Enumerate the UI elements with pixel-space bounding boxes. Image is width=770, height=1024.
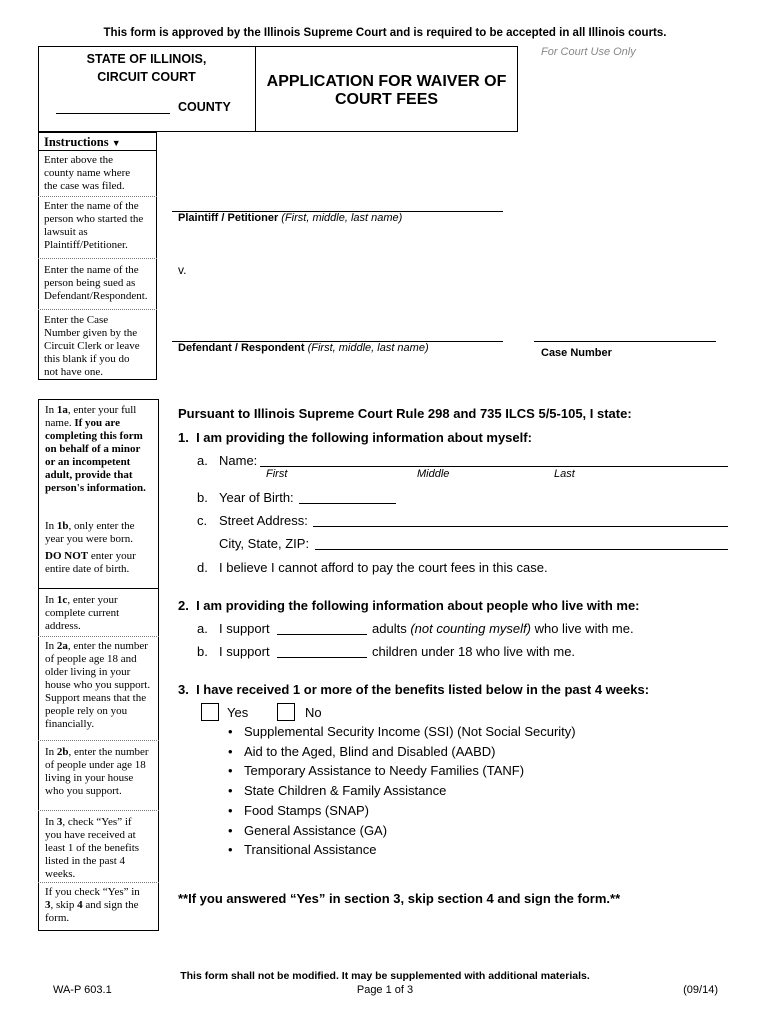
- text-run: If you are: [74, 417, 120, 429]
- instruction-line: If you check “Yes” in: [45, 886, 140, 898]
- instruction-line: listed in the past 4: [45, 855, 126, 867]
- text-run: In: [45, 520, 57, 532]
- instruction-county: [44, 154, 130, 193]
- instruction-line: person being sued as: [44, 277, 136, 289]
- text-run: 3: [56, 816, 63, 828]
- instruction-3-check: [45, 816, 139, 881]
- instruction-line: Enter above the: [44, 154, 114, 166]
- item-2a-label: a.: [197, 621, 208, 636]
- instruction-line: living in your house: [45, 772, 134, 784]
- benefit-item: • Food Stamps (SNAP): [228, 801, 576, 821]
- instruction-line: year you were born.: [45, 533, 133, 545]
- case-number-input-line[interactable]: [534, 341, 716, 342]
- text-run: 1b: [56, 520, 69, 532]
- text-run: 2a: [56, 640, 68, 652]
- modification-notice: This form shall not be modified. It may be supplemented with additional materials.: [180, 970, 590, 982]
- instruction-line: of people age 18 and: [45, 653, 137, 665]
- instruction-line: adult, provide that: [45, 469, 133, 481]
- instruction-line: Circuit Clerk or leave: [44, 340, 140, 352]
- last-name-hint: Last: [554, 468, 575, 480]
- instruction-line: least 1 of the benefits: [45, 842, 140, 854]
- instruction-1a: [45, 404, 146, 495]
- text-run: In: [45, 404, 57, 416]
- instructions-heading-text: Instructions: [44, 135, 109, 149]
- caret-down-icon: ▼: [111, 138, 121, 148]
- instruction-line: person's information.: [45, 482, 146, 494]
- defendant-label: [178, 342, 429, 354]
- text-run: 2b: [56, 746, 69, 758]
- instruction-line: Defendant/Respondent.: [44, 290, 148, 302]
- instructions-heading: [44, 135, 121, 150]
- yes-label: Yes: [227, 705, 249, 720]
- instruction-line: people rely on you: [45, 705, 128, 717]
- adults-description: [372, 621, 634, 636]
- instruction-2a: [45, 640, 150, 731]
- street-address-label: Street Address:: [219, 513, 308, 528]
- text-run: (not counting myself): [410, 621, 531, 636]
- benefit-item: • Transitional Assistance: [228, 840, 576, 860]
- item-1d-label: d.: [197, 560, 208, 575]
- circuit-court-label: CIRCUIT COURT: [97, 70, 196, 84]
- item-1c-label: c.: [197, 513, 208, 528]
- benefit-item: • Aid to the Aged, Blind and Disabled (AABD): [228, 742, 576, 762]
- instruction-separator: [38, 309, 157, 310]
- benefit-item: • Supplemental Security Income (SSI) (Not Social Security): [228, 722, 576, 742]
- instruction-line: older living in your: [45, 666, 131, 678]
- text-run: and sign the: [82, 899, 139, 911]
- instruction-line: who you support.: [45, 785, 122, 797]
- text-run: name.: [45, 417, 75, 429]
- state-label: STATE OF ILLINOIS,: [86, 52, 207, 66]
- instructions-heading-rule: [38, 150, 157, 151]
- form-id: WA-P 603.1: [53, 984, 112, 996]
- year-of-birth-label: Year of Birth:: [219, 490, 294, 505]
- page-number: Page 1 of 3: [356, 984, 414, 996]
- instruction-line: [45, 899, 140, 912]
- instruction-line: Enter the Case: [44, 314, 109, 326]
- instruction-line: address.: [45, 620, 81, 632]
- instruction-line: form.: [45, 912, 70, 924]
- text-run: , check “Yes” if: [62, 816, 132, 828]
- county-input-line[interactable]: [56, 113, 170, 114]
- approval-notice: This form is approved by the Illinois Supreme Court and is required to be accepted in all Illinois courts.: [103, 27, 667, 39]
- instruction-1b: [45, 520, 136, 576]
- first-name-hint: First: [266, 468, 288, 480]
- instruction-line: this blank if you do: [44, 353, 130, 365]
- instruction-line: Enter the name of the: [44, 264, 139, 276]
- instruction-3-skip: [45, 886, 140, 925]
- benefits-list: [228, 722, 576, 860]
- cannot-afford-statement: I believe I cannot afford to pay the court fees in this case.: [219, 560, 548, 575]
- intro-statement: Pursuant to Illinois Supreme Court Rule 298 and 735 ILCS 5/5-105, I state:: [178, 406, 632, 421]
- text-run: In: [45, 816, 57, 828]
- text-run: , skip: [50, 899, 78, 911]
- versus-label: v.: [178, 263, 187, 277]
- instruction-2b: [45, 746, 149, 798]
- instruction-line: lawsuit as: [44, 226, 88, 238]
- instruction-separator: [38, 636, 159, 637]
- instruction-line: [45, 520, 136, 533]
- instruction-line: entire date of birth.: [45, 563, 130, 575]
- instruction-line: [45, 550, 136, 563]
- yes-checkbox[interactable]: [201, 703, 219, 721]
- county-label: COUNTY: [178, 100, 231, 114]
- text-run: DO NOT: [45, 550, 89, 562]
- instruction-line: Enter the name of the: [44, 200, 139, 212]
- instruction-line: county name where: [44, 167, 131, 179]
- section-2-heading: 2. I am providing the following information about people who live with me:: [178, 598, 640, 613]
- defendant-label-text: Defendant / Respondent: [178, 342, 305, 354]
- instruction-line: [45, 640, 150, 653]
- instruction-line: house who you support.: [45, 679, 151, 691]
- skip-section-note: **If you answered “Yes” in section 3, skip section 4 and sign the form.**: [178, 891, 621, 906]
- text-run: 1a: [56, 404, 68, 416]
- text-run: 3: [45, 899, 51, 911]
- name-label: Name:: [219, 453, 258, 468]
- instruction-separator: [38, 258, 157, 259]
- text-run: In: [45, 594, 57, 606]
- no-label: No: [305, 705, 322, 720]
- text-run: 1c: [56, 594, 68, 606]
- instruction-line: on behalf of a minor: [45, 443, 141, 455]
- item-1a-label: a.: [197, 453, 208, 468]
- instruction-1c: [45, 594, 119, 633]
- instruction-line: [45, 594, 119, 607]
- instruction-line: completing this form: [45, 430, 143, 442]
- year-of-birth-input-line[interactable]: [299, 503, 396, 504]
- text-run: , enter the number: [67, 640, 148, 652]
- instruction-line: [45, 746, 149, 759]
- instruction-line: [45, 816, 139, 829]
- benefit-item: • General Assistance (GA): [228, 821, 576, 841]
- instruction-separator: [38, 588, 159, 589]
- instruction-line: not have one.: [44, 366, 103, 378]
- instruction-separator: [38, 810, 159, 811]
- support-adults-label: I support: [219, 621, 270, 636]
- name-input-line[interactable]: [260, 466, 728, 467]
- instruction-plaintiff: [44, 200, 143, 252]
- text-run: enter your: [88, 550, 136, 562]
- children-count-input-line[interactable]: [277, 657, 367, 658]
- plaintiff-label: [178, 212, 402, 224]
- text-run: , enter your full: [67, 404, 137, 416]
- instruction-separator: [38, 740, 159, 741]
- instruction-line: Number given by the: [44, 327, 138, 339]
- form-title: [255, 73, 518, 109]
- item-2b-label: b.: [197, 644, 208, 659]
- form-title-line1: APPLICATION FOR WAIVER OF: [266, 73, 507, 90]
- instruction-separator: [38, 196, 157, 197]
- instruction-line: weeks.: [45, 868, 76, 880]
- form-title-line2: COURT FEES: [334, 91, 439, 108]
- instruction-line: or an incompetent: [45, 456, 131, 468]
- benefit-item: • State Children & Family Assistance: [228, 781, 576, 801]
- middle-name-hint: Middle: [417, 468, 450, 480]
- instruction-separator: [38, 882, 159, 883]
- no-checkbox[interactable]: [277, 703, 295, 721]
- text-run: , enter your: [67, 594, 118, 606]
- instruction-line: the case was filed.: [44, 180, 125, 192]
- street-address-input-line[interactable]: [313, 526, 728, 527]
- instruction-line: [45, 404, 146, 417]
- support-children-label: I support: [219, 644, 270, 659]
- item-1b-label: b.: [197, 490, 208, 505]
- text-run: , enter the number: [68, 746, 149, 758]
- instruction-defendant: [44, 264, 148, 303]
- defendant-hint: (First, middle, last name): [307, 342, 429, 354]
- instruction-line: you have received at: [45, 829, 136, 841]
- adults-count-input-line[interactable]: [277, 634, 367, 635]
- instruction-line: complete current: [45, 607, 120, 619]
- instruction-line: person who started the: [44, 213, 144, 225]
- text-run: In: [45, 640, 57, 652]
- plaintiff-label-text: Plaintiff / Petitioner: [178, 212, 279, 224]
- case-number-label: Case Number: [541, 347, 612, 359]
- instruction-line: of people under age 18: [45, 759, 146, 771]
- text-run: who live with me.: [530, 621, 634, 636]
- plaintiff-hint: (First, middle, last name): [281, 212, 403, 224]
- section-3-heading: 3. I have received 1 or more of the benefits listed below in the past 4 weeks:: [178, 682, 650, 697]
- instruction-line: [45, 417, 146, 430]
- court-use-label: For Court Use Only: [541, 46, 636, 58]
- city-state-zip-input-line[interactable]: [315, 549, 728, 550]
- benefit-item: • Temporary Assistance to Needy Families (TANF): [228, 761, 576, 781]
- instruction-line: financially.: [45, 718, 95, 730]
- text-run: adults: [372, 621, 411, 636]
- instruction-line: Support means that the: [45, 692, 147, 704]
- text-run: 4: [77, 899, 83, 911]
- section-1-heading: 1. I am providing the following information about myself:: [178, 430, 532, 445]
- text-run: , only enter the: [68, 520, 135, 532]
- text-run: In: [45, 746, 57, 758]
- instruction-case-number: [44, 314, 140, 379]
- children-description: children under 18 who live with me.: [372, 644, 576, 659]
- form-version: (09/14): [683, 984, 718, 996]
- instruction-line: Plaintiff/Petitioner.: [44, 239, 128, 251]
- city-state-zip-label: City, State, ZIP:: [219, 536, 310, 551]
